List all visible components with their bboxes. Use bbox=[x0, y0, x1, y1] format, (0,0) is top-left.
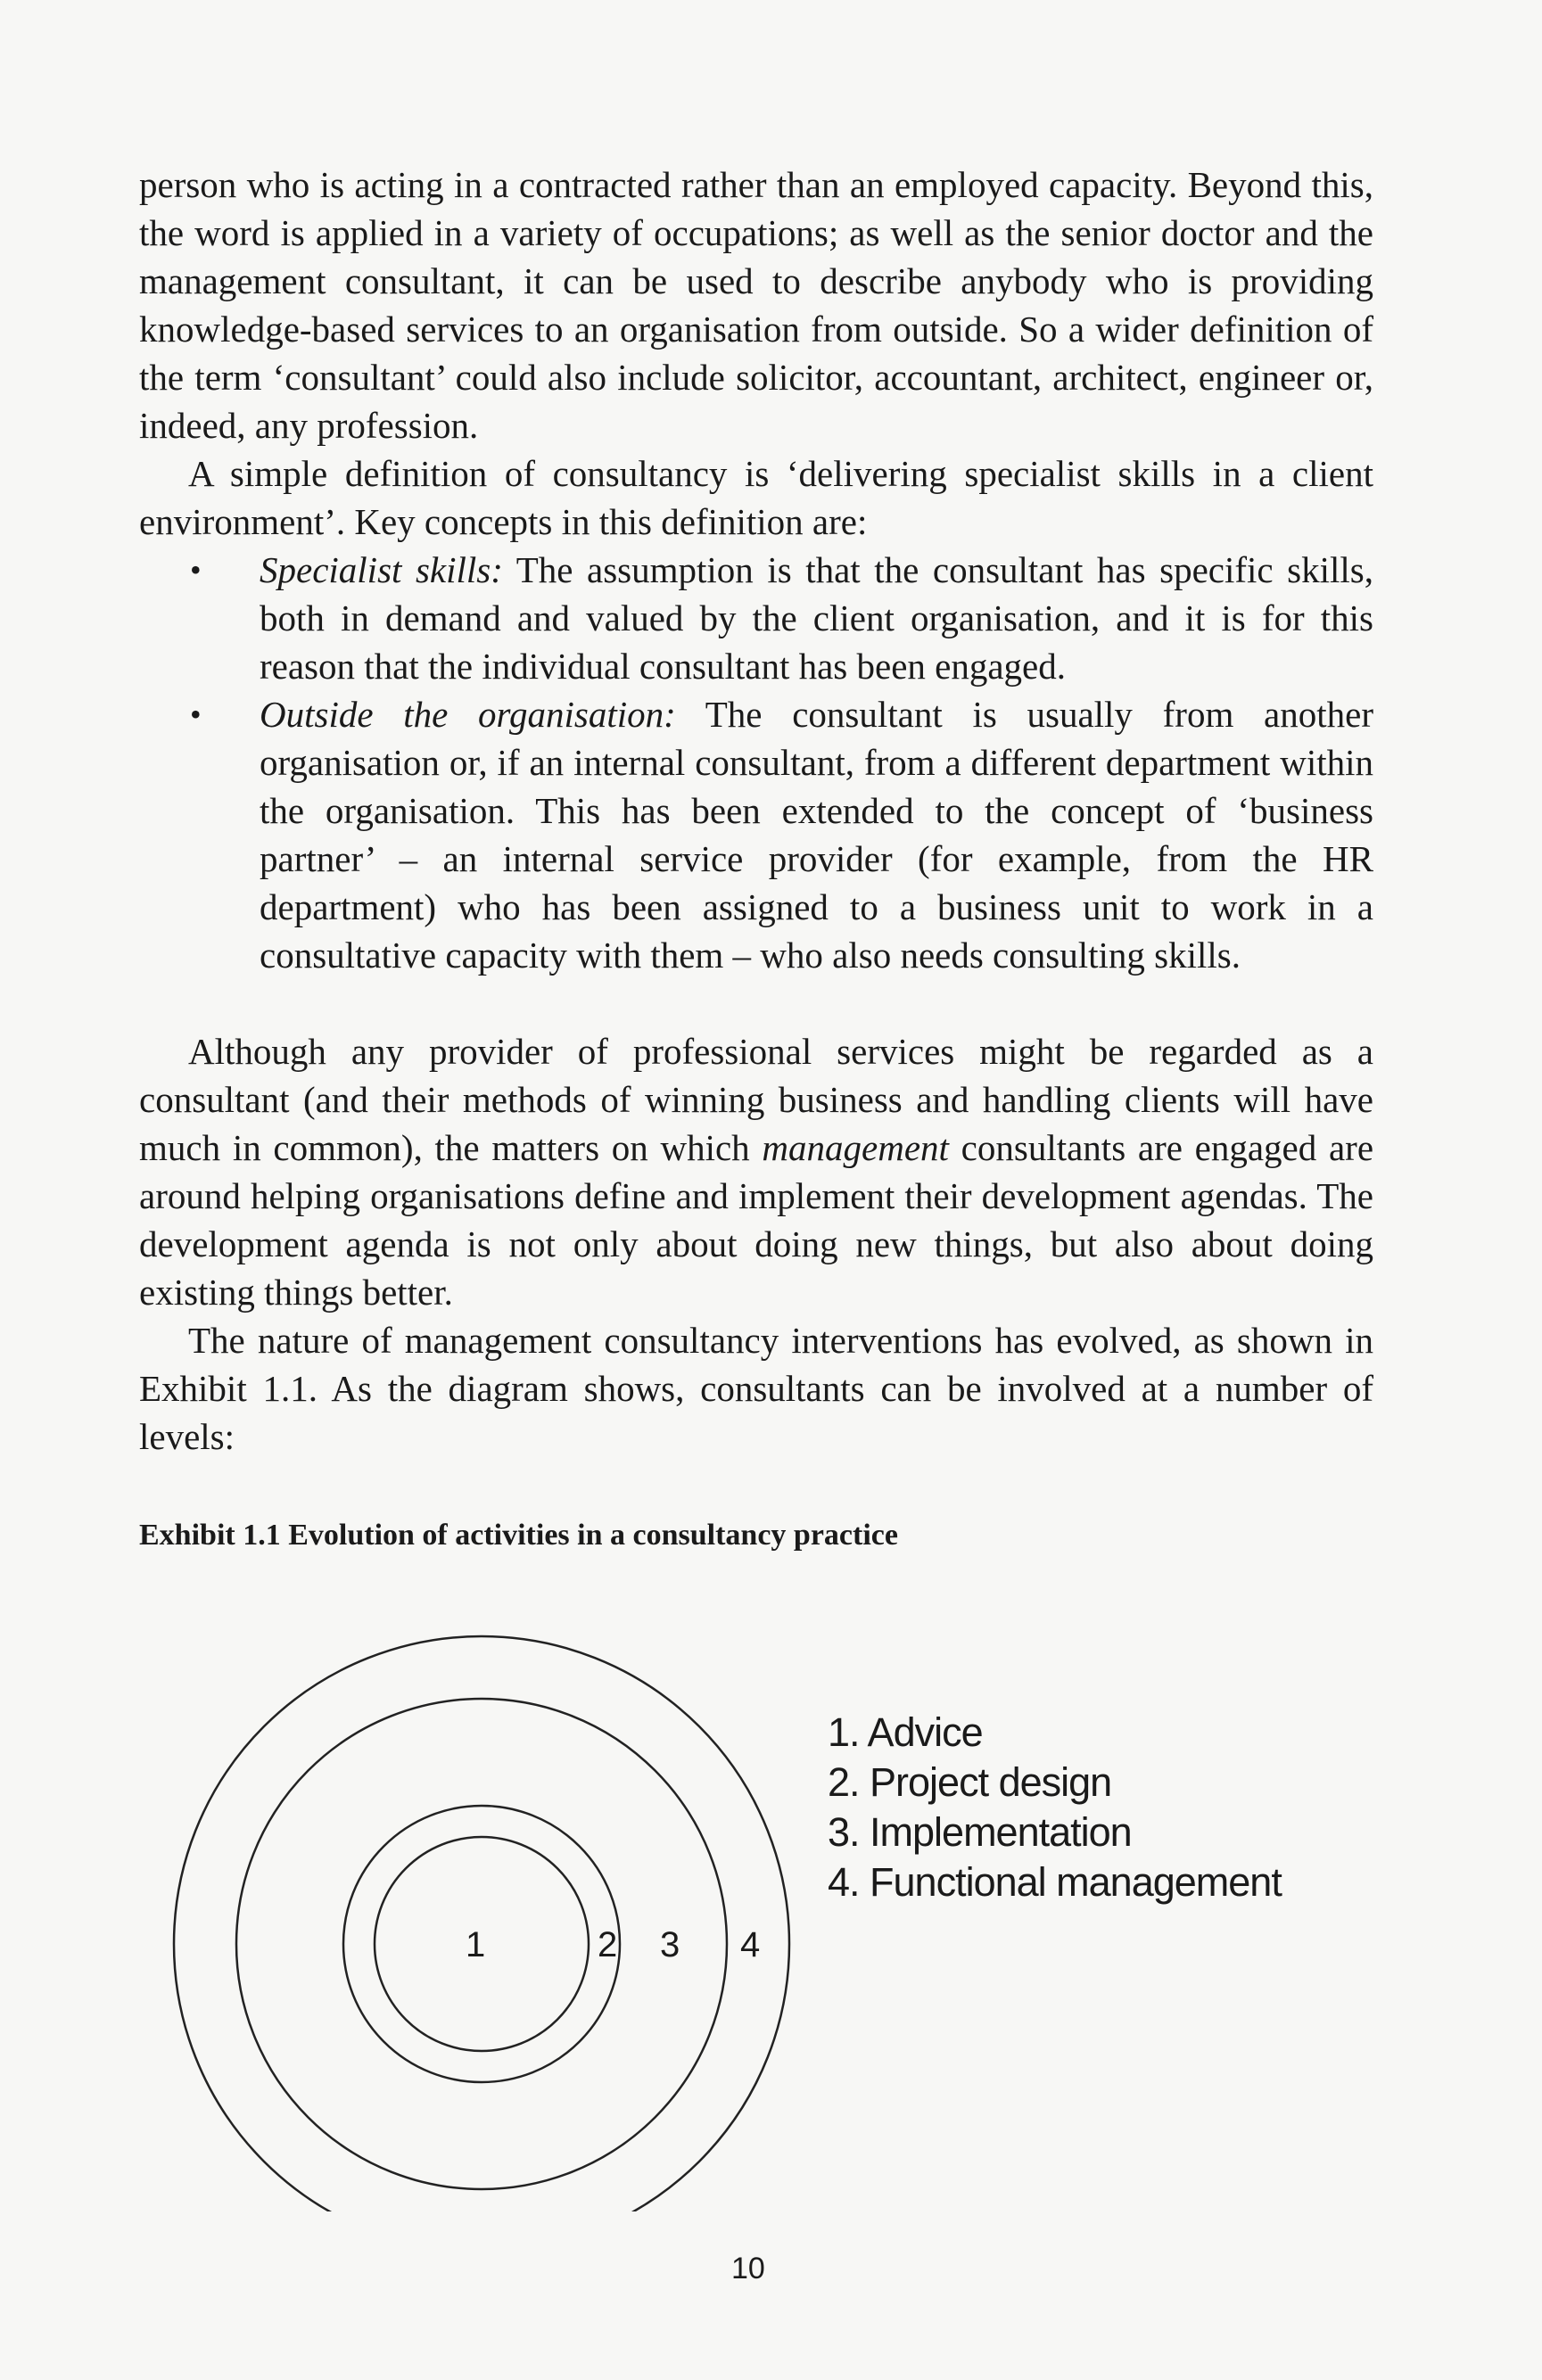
bullet-term: Outside the organisation: bbox=[260, 694, 676, 735]
legend-item: 1. Advice bbox=[828, 1709, 983, 1755]
ring-label-4: 4 bbox=[740, 1925, 761, 1964]
bullet-term: Specialist skills: bbox=[260, 549, 503, 590]
legend-item: 3. Implementation bbox=[828, 1809, 1132, 1855]
paragraph-emphasis: management bbox=[762, 1127, 949, 1168]
ring-label-1: 1 bbox=[466, 1925, 486, 1964]
bullet-icon: • bbox=[190, 696, 202, 732]
ring-4 bbox=[174, 1636, 789, 2211]
bullet-text: The consultant is usually from another organisation or, if an internal consultant, from a different department within the organisation. This has been extended to the concept of ‘business partner’ – an internal service provider (for example, from the HR department) who has been assigned to a business unit to work in a consultative capacity with them – who also needs consulting skills. bbox=[260, 694, 1373, 976]
concentric-rings-diagram bbox=[152, 1569, 812, 2211]
ring-label-2: 2 bbox=[598, 1925, 618, 1964]
exhibit-legend bbox=[828, 1708, 1282, 1907]
paragraph-professional-services bbox=[139, 1027, 1373, 1316]
list-item bbox=[139, 690, 1373, 979]
bullet-text: The assumption is that the consultant has specific skills, both in demand and valued by the client organisation, and it is for this reason that the individual consultant has been engaged. bbox=[260, 549, 1373, 687]
legend-item: 4. Functional management bbox=[828, 1859, 1282, 1905]
key-concepts-list bbox=[139, 546, 1373, 979]
list-item bbox=[139, 546, 1373, 690]
paragraph-text: Although any provider of professional services might be regarded as a consultant (and their methods of winning business and handling clients will have much in common), the matters on which bbox=[139, 1031, 1373, 1168]
body-text-upper bbox=[139, 161, 1373, 1461]
paragraph-simple-definition: A simple definition of consultancy is ‘delivering specialist skills in a client environment’. Key concepts in this definition are: bbox=[139, 453, 1373, 542]
exhibit-caption: Exhibit 1.1 Evolution of activities in a consultancy practice bbox=[139, 1519, 898, 1552]
paragraph-nature-of-interventions: The nature of management consultancy interventions has evolved, as shown in Exhibit 1.1. As the diagram shows, consultants can be involved at a number of levels: bbox=[139, 1320, 1373, 1457]
paragraph-definition: person who is acting in a contracted rather than an employed capacity. Beyond this, the word is applied in a variety of occupations; as well as the senior doctor and the management consultant, it can be used to describe anybody who is providing knowledge-based services to an organisation from outside. So a wider definition of the term ‘consultant’ could also include solicitor, accountant, architect, engineer or, indeed, any profession. bbox=[139, 164, 1373, 446]
page-number: 10 bbox=[731, 2252, 765, 2285]
bullet-icon: • bbox=[190, 552, 202, 588]
paragraph-text: consultants are engaged are around helping organisations define and implement their development agendas. The development agenda is not only about doing new things, but also about doing existing things better. bbox=[139, 1127, 1374, 1313]
ring-label-3: 3 bbox=[660, 1925, 680, 1964]
legend-item: 2. Project design bbox=[828, 1759, 1112, 1805]
